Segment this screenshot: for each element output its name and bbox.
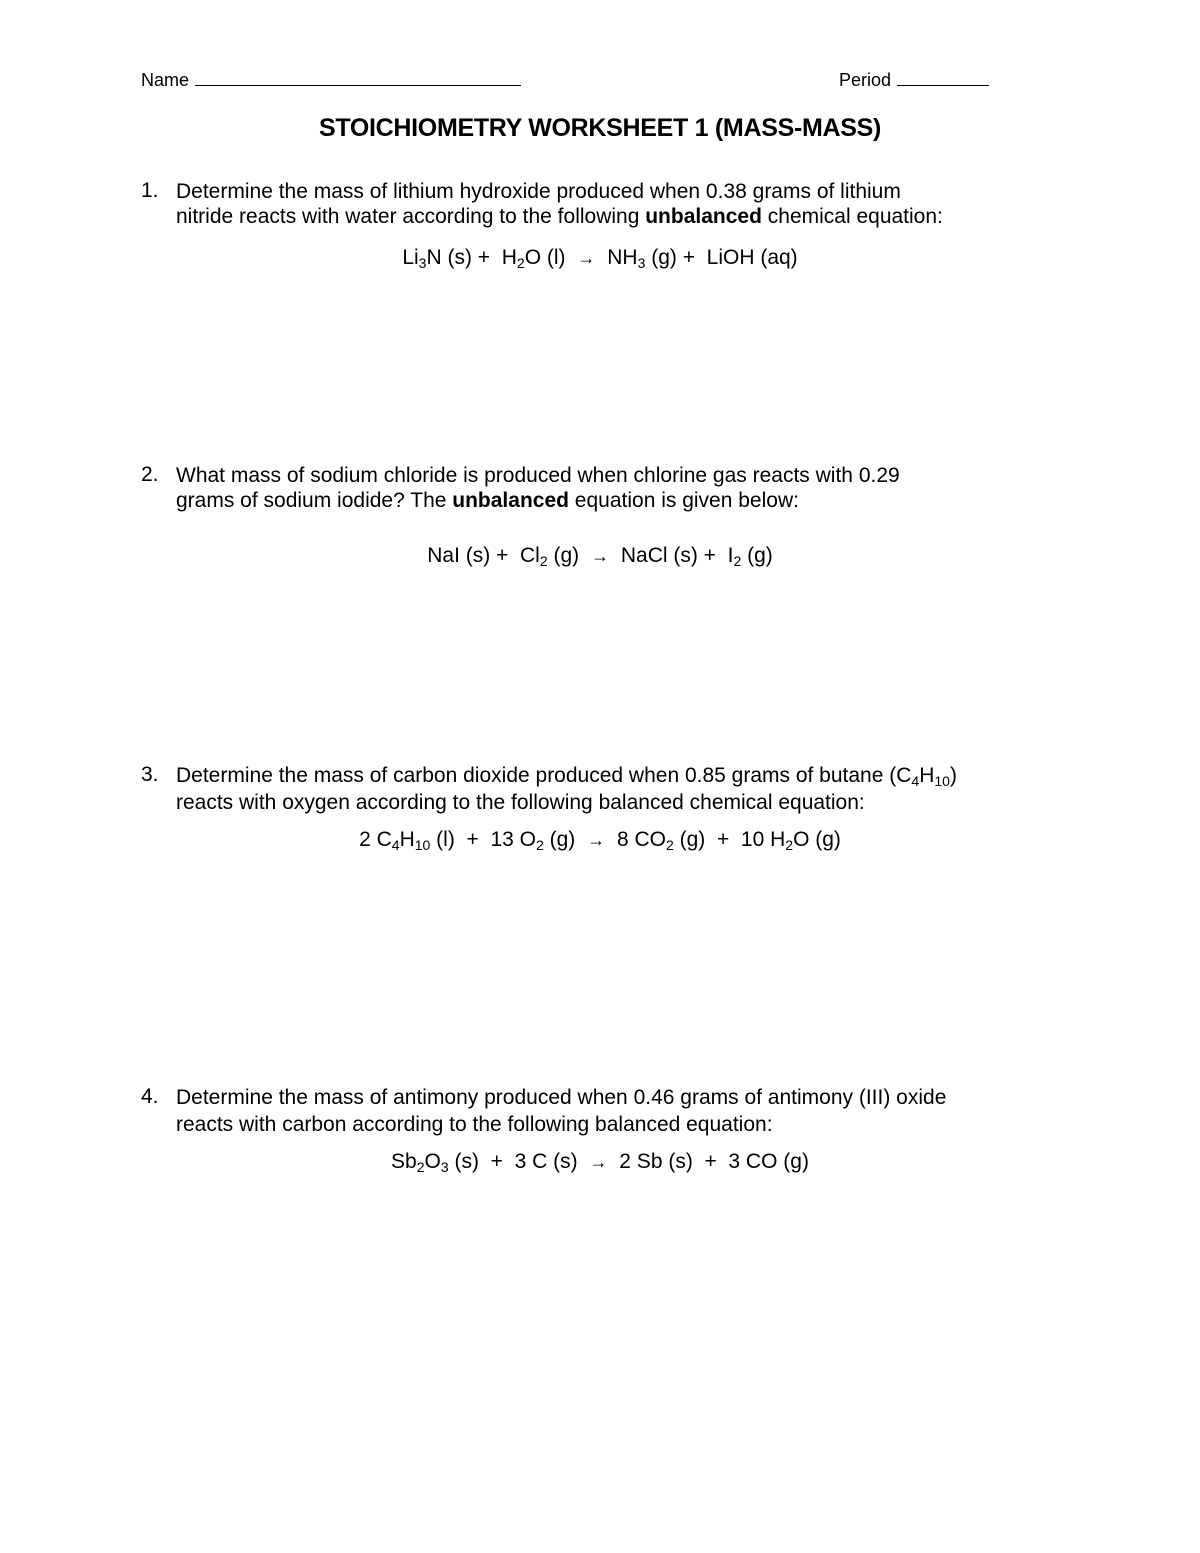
- question-text: [176, 179, 943, 229]
- eq-term: 8 CO: [616, 828, 666, 851]
- eq-term: (g): [747, 544, 773, 567]
- question-text: [176, 763, 957, 815]
- question-number: 3.: [141, 763, 159, 786]
- text-segment: ): [949, 764, 957, 787]
- chemical-equation: [0, 246, 1200, 270]
- eq-term: (g): [549, 828, 576, 851]
- eq-term: 2 C: [359, 828, 392, 851]
- text-segment: nitride reacts with water according to the following: [176, 205, 646, 228]
- eq-term: NH: [607, 246, 638, 269]
- eq-term: Li: [402, 246, 419, 269]
- eq-subscript: 2: [535, 837, 544, 853]
- eq-subscript: 2: [516, 255, 525, 271]
- name-label: Name: [141, 70, 190, 90]
- text-segment: H: [919, 764, 935, 787]
- eq-term: 3 CO (g): [728, 1150, 809, 1173]
- eq-term: 13 O: [490, 828, 536, 851]
- eq-term: O: [424, 1150, 441, 1173]
- question-number: 1.: [141, 179, 159, 202]
- period-field: [839, 70, 989, 91]
- eq-term: H: [399, 828, 415, 851]
- eq-subscript: 2: [539, 553, 548, 569]
- eq-term: 10 H: [740, 828, 786, 851]
- eq-subscript: 3: [440, 1159, 449, 1175]
- reaction-arrow-icon: →: [591, 546, 609, 566]
- eq-term: 3 C (s): [514, 1150, 578, 1173]
- worksheet-title: STOICHIOMETRY WORKSHEET 1 (MASS-MASS): [318, 114, 882, 142]
- question-line: Determine the mass of antimony produced when 0.46 grams of antimony (III) oxide: [176, 1086, 947, 1109]
- eq-term: (g) +: [651, 246, 695, 269]
- eq-term: LiOH (aq): [706, 246, 798, 269]
- eq-term: N (s) +: [426, 246, 491, 269]
- name-blank-line: [195, 71, 521, 86]
- eq-term: Cl: [520, 544, 540, 567]
- question-line: [176, 763, 957, 788]
- eq-term: (l) +: [436, 828, 479, 851]
- text-segment: chemical equation:: [761, 205, 943, 228]
- eq-term: H: [501, 246, 517, 269]
- chemical-equation: [0, 544, 1200, 568]
- question-text: [176, 463, 900, 513]
- eq-term: I: [727, 544, 734, 567]
- name-field: [141, 70, 521, 91]
- eq-term: (g): [553, 544, 580, 567]
- question-line: reacts with carbon according to the following balanced equation:: [176, 1113, 773, 1136]
- emphasis-unbalanced: unbalanced: [645, 205, 762, 228]
- question-line: reacts with oxygen according to the following balanced chemical equation:: [176, 791, 865, 814]
- eq-subscript: 2: [665, 837, 674, 853]
- eq-subscript: 2: [416, 1159, 425, 1175]
- eq-subscript: 4: [391, 837, 400, 853]
- eq-term: O (g): [793, 828, 841, 851]
- chemical-equation: [0, 1150, 1200, 1174]
- text-segment: equation is given below:: [568, 489, 799, 512]
- reaction-arrow-icon: →: [589, 1152, 608, 1172]
- emphasis-unbalanced: unbalanced: [452, 489, 569, 512]
- eq-subscript: 2: [785, 837, 794, 853]
- reaction-arrow-icon: →: [587, 830, 606, 850]
- period-label: Period: [839, 70, 892, 90]
- formula-subscript: 4: [911, 773, 920, 789]
- question-line: Determine the mass of lithium hydroxide produced when 0.38 grams of lithium: [176, 180, 901, 203]
- question-number: 2.: [141, 463, 159, 486]
- eq-term: O (l): [524, 246, 566, 269]
- period-blank-line: [897, 71, 989, 86]
- eq-subscript: 3: [637, 255, 646, 271]
- question-line: What mass of sodium chloride is produced when chlorine gas reacts with 0.29: [176, 464, 900, 487]
- reaction-arrow-icon: →: [577, 248, 596, 268]
- eq-term: NaI (s) +: [427, 544, 509, 567]
- chemical-equation: [0, 828, 1200, 852]
- eq-subscript: 3: [418, 255, 427, 271]
- text-segment: Determine the mass of carbon dioxide produced when 0.85 grams of butane (C: [176, 764, 912, 787]
- text-segment: grams of sodium iodide? The: [176, 489, 453, 512]
- eq-term: 2 Sb (s) +: [619, 1150, 717, 1173]
- eq-subscript: 10: [414, 837, 431, 853]
- question-number: 4.: [141, 1085, 159, 1108]
- eq-term: NaCl (s) +: [620, 544, 716, 567]
- question-line: [176, 488, 900, 513]
- question-line: [176, 204, 943, 229]
- eq-subscript: 2: [733, 553, 742, 569]
- eq-term: (g) +: [679, 828, 730, 851]
- formula-subscript: 10: [934, 773, 950, 789]
- eq-term: (s) +: [454, 1150, 503, 1173]
- question-text: [176, 1085, 946, 1137]
- eq-term: Sb: [391, 1150, 417, 1173]
